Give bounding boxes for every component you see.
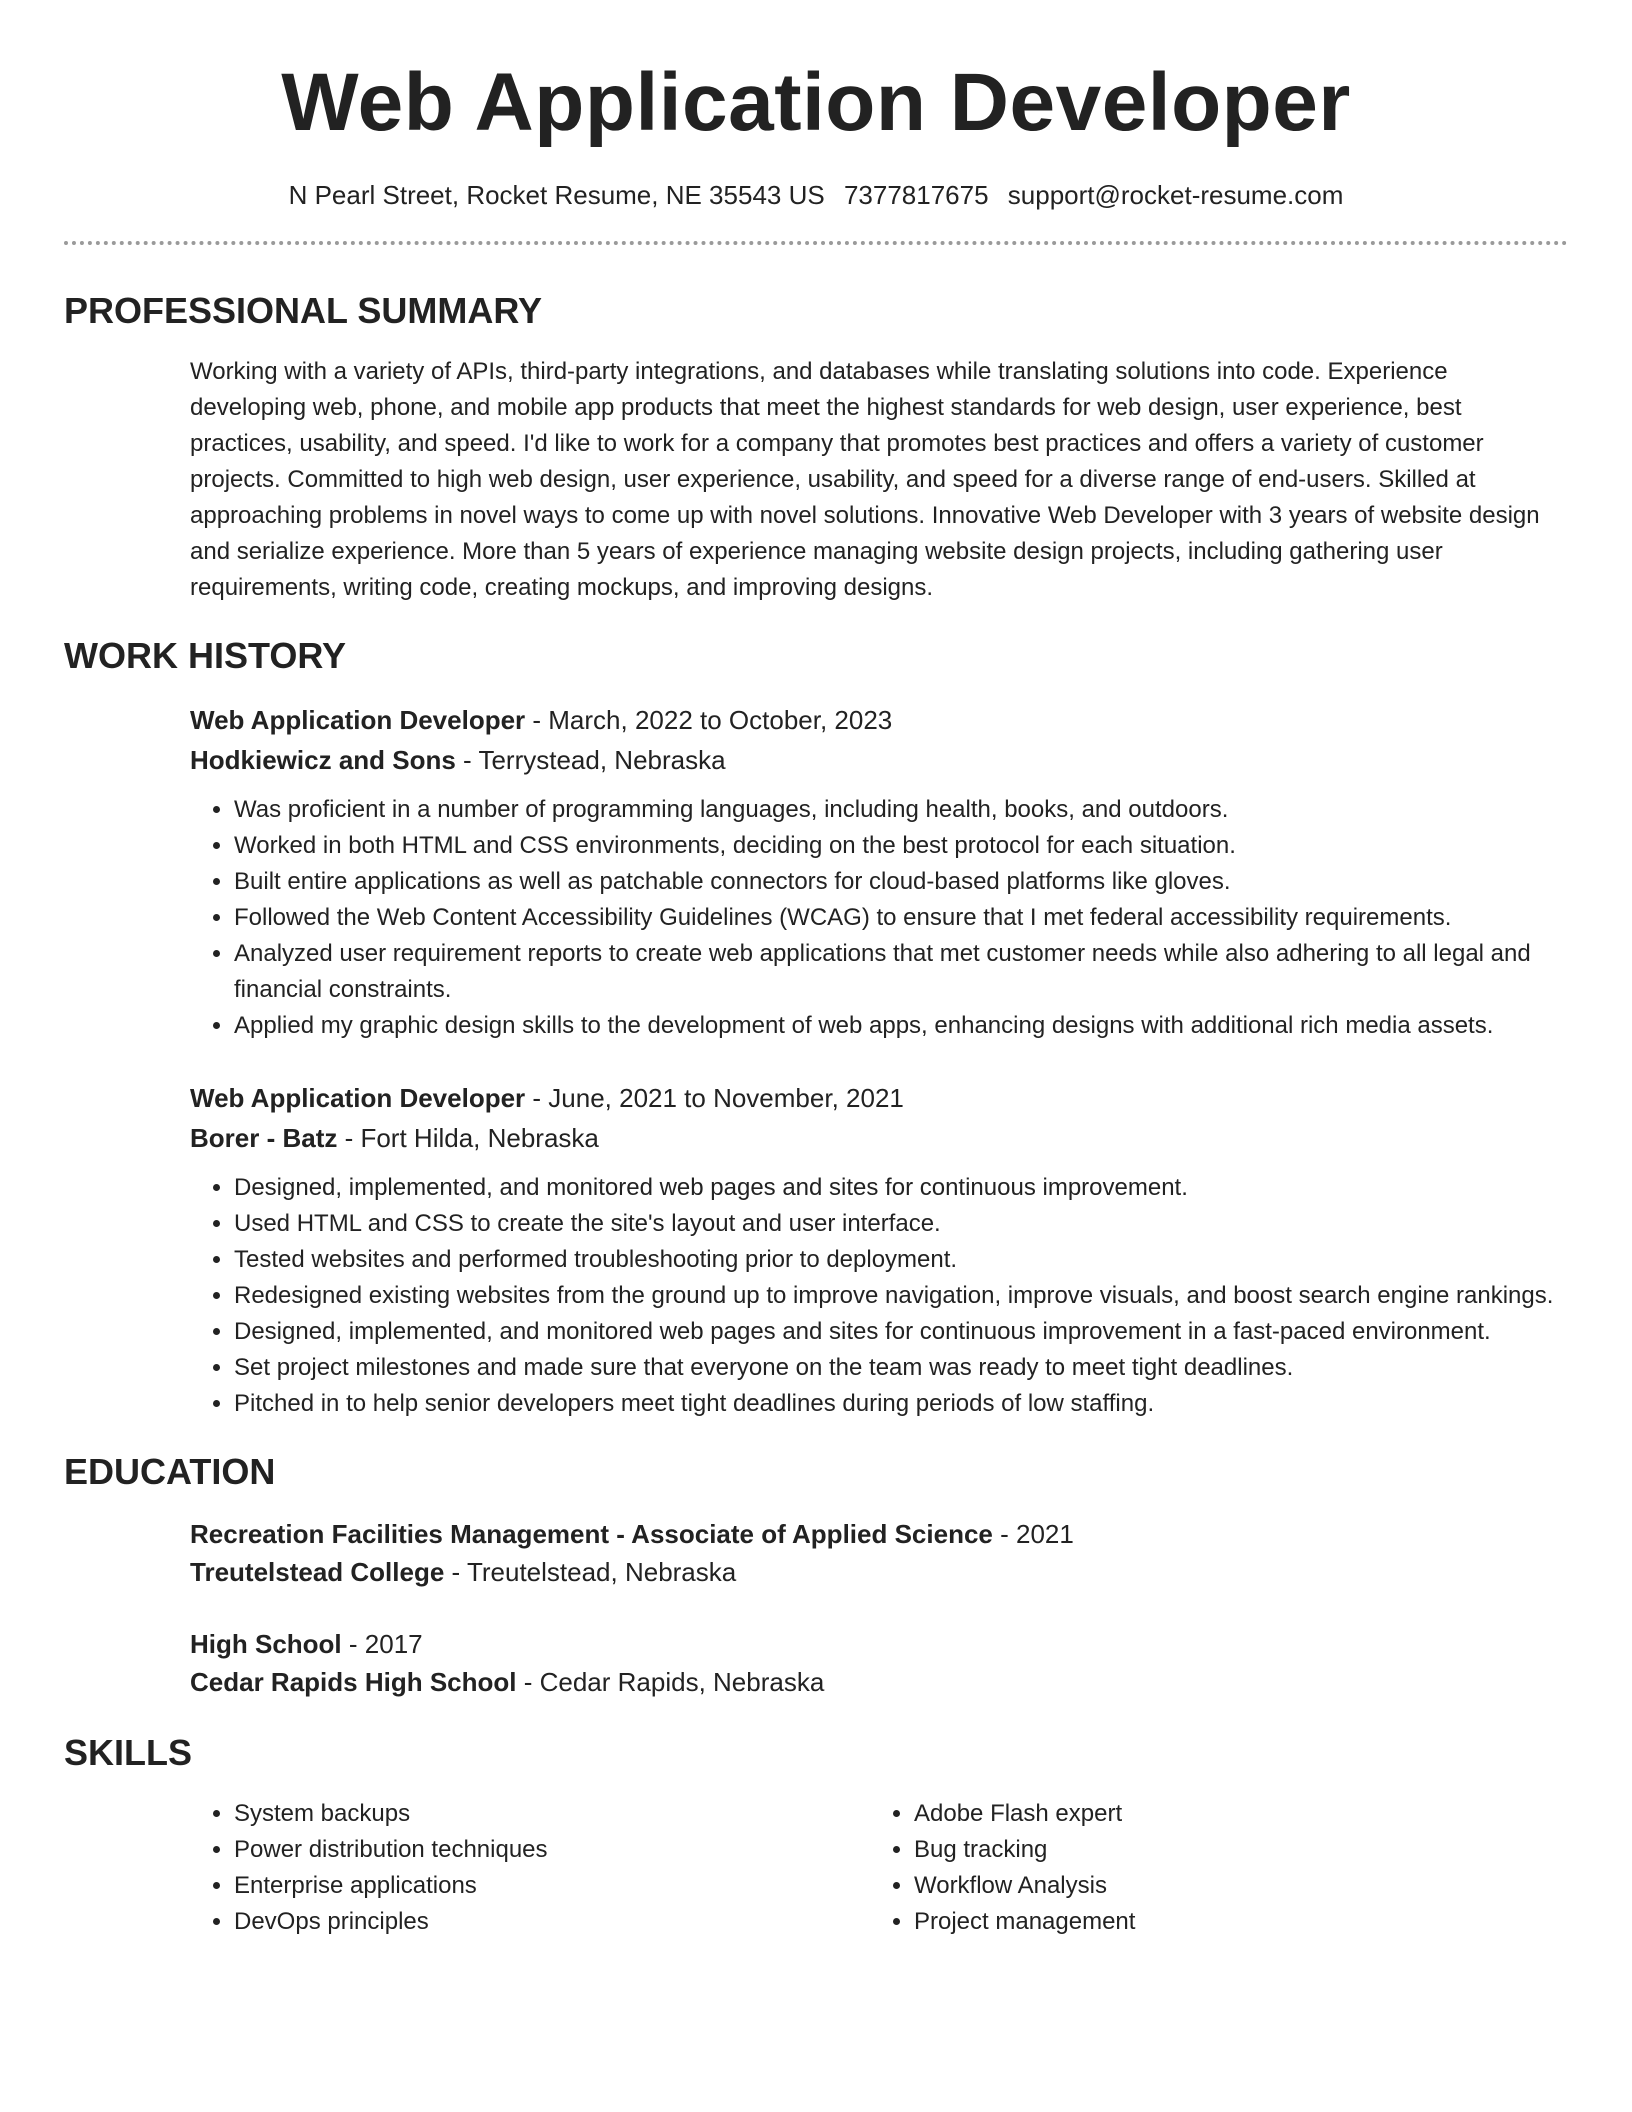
list-item: • Designed, implemented, and monitored web pages and sites for continuous improvement in a fast-paced environment. (234, 1314, 1568, 1350)
job-location: - Terrystead, Nebraska (455, 744, 726, 775)
list-item: • Designed, implemented, and monitored web pages and sites for continuous improvement. (234, 1170, 1568, 1206)
education-school: Treutelstead College (190, 1556, 445, 1587)
list-item: • Set project milestones and made sure that everyone on the team was ready to meet tight deadlines. (234, 1350, 1568, 1386)
education-school-line (190, 1663, 1568, 1701)
skill-item: • System backups (234, 1796, 870, 1832)
job-bullets (190, 1170, 1568, 1422)
skills-column-left (190, 1796, 870, 1940)
summary-text: Working with a variety of APIs, third-party integrations, and databases while translating solutions into code. Experience developing web, phone, and mobile app products that meet the highest standards for web design, user experience, best practices, usability, and speed. I'd like to work for a company that promotes best practices and offers a variety of customer projects. Committed to high web design, user experience, usability, and speed for a diverse range of end-users. Skilled at approaching problems in novel ways to come up with novel solutions. Innovative Web Developer with 3 years of website design and serialize experience. More than 5 years of experience managing website design projects, including gathering user requirements, writing code, creating mockups, and improving designs. (190, 358, 1540, 602)
education-degree-line (190, 1625, 1568, 1663)
job-title-line (190, 700, 1568, 740)
contact-address: N Pearl Street, Rocket Resume, NE 35543 US (288, 180, 825, 210)
contact-line (64, 180, 1568, 211)
skill-item: • Power distribution techniques (234, 1832, 870, 1868)
list-item: • Redesigned existing websites from the ground up to improve navigation, improve visuals, and boost search engine rankings. (234, 1278, 1568, 1314)
education-location: - Treutelstead, Nebraska (444, 1556, 737, 1587)
summary-section (64, 289, 1568, 606)
skill-item: • Enterprise applications (234, 1868, 870, 1904)
job-entry (190, 700, 1568, 1044)
job-title-line (190, 1078, 1568, 1118)
education-degree: Recreation Facilities Management - Associate of Applied Science (190, 1518, 993, 1549)
skill-item: • Adobe Flash expert (914, 1796, 1550, 1832)
list-item: • Worked in both HTML and CSS environments, deciding on the best protocol for each situation. (234, 828, 1568, 864)
list-item: • Analyzed user requirement reports to create web applications that met customer needs while also adhering to all legal and financial constraints. (234, 936, 1568, 1008)
education-degree: High School (190, 1628, 342, 1659)
education-title: EDUCATION (64, 1450, 276, 1492)
education-year: - 2021 (992, 1518, 1074, 1549)
job-entry (190, 1078, 1568, 1422)
skills-column-right (870, 1796, 1550, 1940)
job-role: Web Application Developer (190, 1082, 526, 1113)
skill-item: • Bug tracking (914, 1832, 1550, 1868)
list-item: • Applied my graphic design skills to the development of web apps, enhancing designs with additional rich media assets. (234, 1008, 1568, 1044)
list-item: • Was proficient in a number of programming languages, including health, books, and outdoors. (234, 792, 1568, 828)
education-school-line (190, 1553, 1568, 1591)
job-role: Web Application Developer (190, 704, 526, 735)
list-item: • Built entire applications as well as patchable connectors for cloud-based platforms like gloves. (234, 864, 1568, 900)
header-divider (64, 241, 1568, 245)
skills-title: SKILLS (64, 1731, 193, 1773)
contact-email: support@rocket-resume.com (1007, 180, 1344, 210)
education-location: - Cedar Rapids, Nebraska (516, 1666, 825, 1697)
candidate-name: Web Application Developer (281, 57, 1351, 148)
summary-title: PROFESSIONAL SUMMARY (64, 290, 543, 332)
list-item: • Pitched in to help senior developers meet tight deadlines during periods of low staffing. (234, 1386, 1568, 1422)
job-company: Borer - Batz (190, 1122, 338, 1153)
job-company-line (190, 740, 1568, 780)
work-history-section (64, 634, 1568, 1421)
contact-phone: 7377817675 (843, 180, 989, 210)
education-degree-line (190, 1515, 1568, 1553)
education-entry (190, 1515, 1568, 1591)
job-bullets (190, 792, 1568, 1044)
skill-item: • DevOps principles (234, 1904, 870, 1940)
job-location: - Fort Hilda, Nebraska (337, 1122, 599, 1153)
education-entry (190, 1625, 1568, 1701)
job-dates: - June, 2021 to November, 2021 (525, 1082, 904, 1113)
skill-item: • Project management (914, 1904, 1550, 1940)
list-item: • Followed the Web Content Accessibility Guidelines (WCAG) to ensure that I met federal accessibility requirements. (234, 900, 1568, 936)
education-section (64, 1450, 1568, 1701)
list-item: • Used HTML and CSS to create the site's layout and user interface. (234, 1206, 1568, 1242)
education-year: - 2017 (341, 1628, 423, 1659)
skills-section (64, 1731, 1568, 1940)
list-item: • Tested websites and performed troubleshooting prior to deployment. (234, 1242, 1568, 1278)
job-company-line (190, 1118, 1568, 1158)
job-company: Hodkiewicz and Sons (190, 744, 456, 775)
skills-grid (190, 1796, 1568, 1940)
education-school: Cedar Rapids High School (190, 1666, 517, 1697)
job-dates: - March, 2022 to October, 2023 (525, 704, 893, 735)
work-history-title: WORK HISTORY (64, 635, 347, 677)
skill-item: • Workflow Analysis (914, 1868, 1550, 1904)
